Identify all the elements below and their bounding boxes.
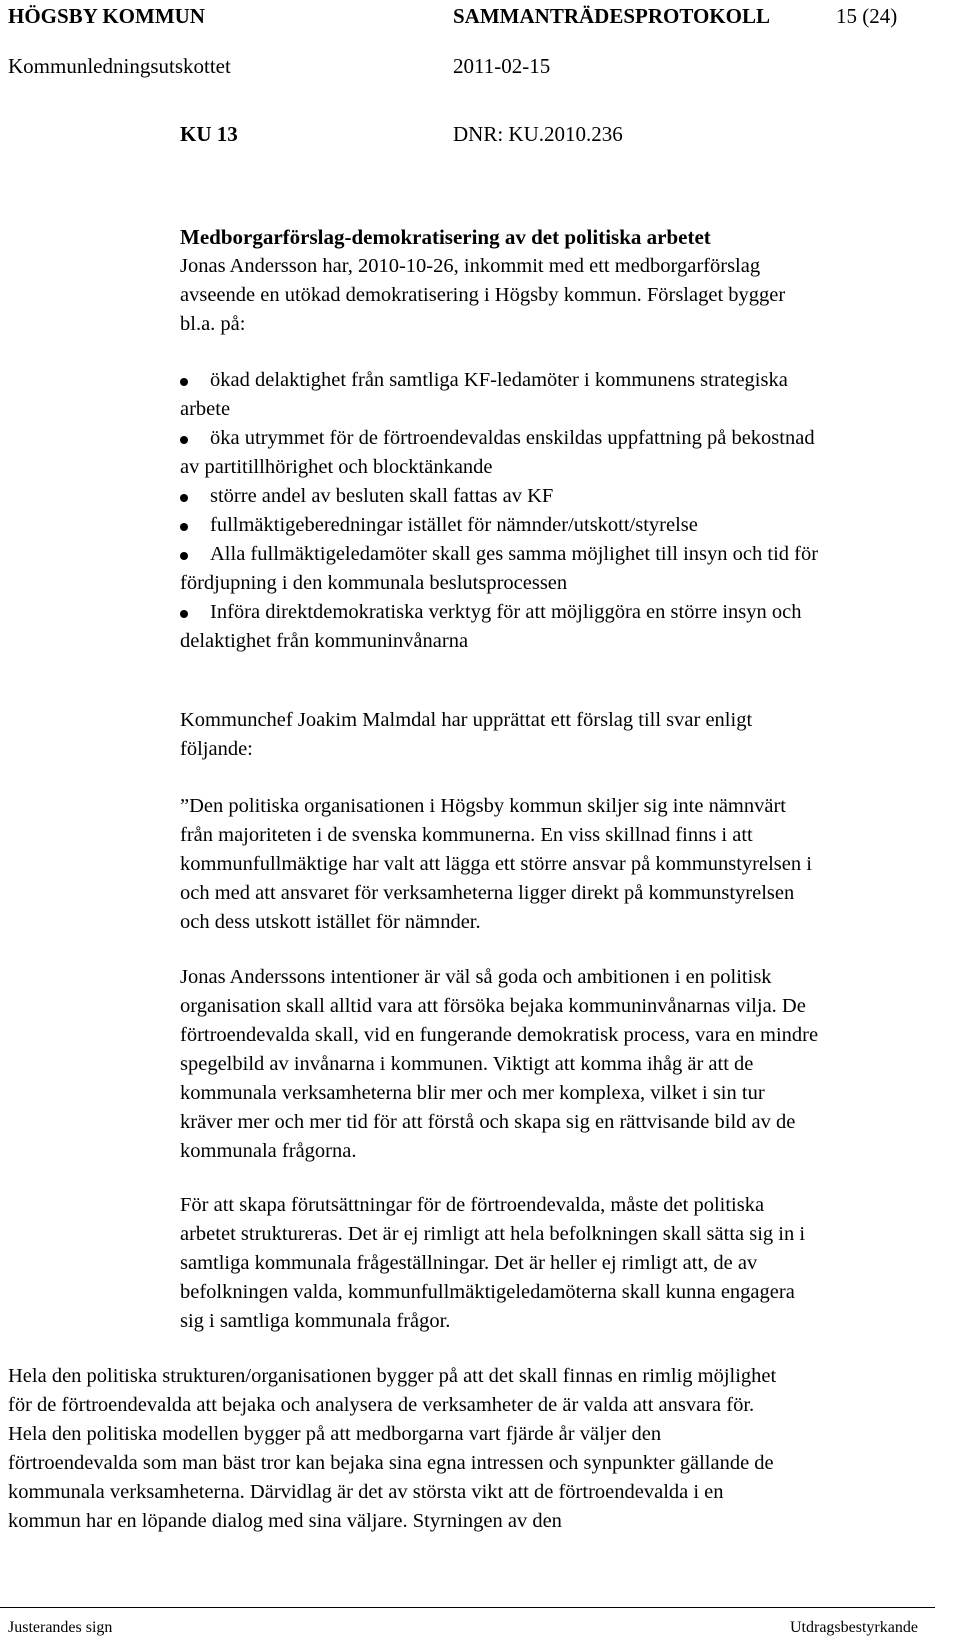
quoted-response: [180, 792, 940, 937]
text-line: befolkningen valda, kommunfullmäktigeledamöterna skall kunna engagera: [180, 1281, 795, 1303]
text-line: och dess utskott istället för nämnder.: [180, 911, 481, 933]
text-line: från majoriteten i de svenska kommunerna. En viss skillnad finns i att: [180, 824, 753, 846]
text-line: För att skapa förutsättningar för de förtroendevalda, måste det politiska: [180, 1194, 765, 1216]
text-line: större andel av besluten skall fattas av KF: [210, 485, 554, 507]
bullet-icon: [180, 494, 188, 502]
text-line: ökad delaktighet från samtliga KF-ledamöter i kommunens strategiska: [210, 369, 788, 391]
list-item: [180, 540, 940, 598]
text-line: Alla fullmäktigeledamöter skall ges samma möjlighet till insyn och tid för: [210, 543, 819, 565]
text-line: kommunfullmäktige har valt att lägga ett större ansvar på kommunstyrelsen i: [180, 853, 812, 875]
footer-divider: [0, 1607, 935, 1608]
meeting-date: 2011-02-15: [453, 54, 551, 78]
text-line: Jonas Andersson har, 2010-10-26, inkommit med ett medborgarförslag: [180, 255, 761, 277]
text-line: Införa direktdemokratiska verktyg för att möjliggöra en större insyn och: [210, 601, 802, 623]
text-line: av partitillhörighet och blocktänkande: [180, 456, 493, 478]
text-line: för de förtroendevalda att bejaka och analysera de verksamheter de är valda att ansvara för.: [8, 1394, 755, 1416]
text-line: organisation skall alltid vara att försöka bejaka kommuninvånarnas vilja. De: [180, 995, 806, 1017]
bullet-icon: [180, 523, 188, 531]
list-item: [180, 598, 940, 656]
text-line: delaktighet från kommuninvånarna: [180, 630, 469, 652]
text-line: fullmäktigeberedningar istället för nämnder/utskott/styrelse: [210, 514, 698, 536]
text-line: Kommunchef Joakim Malmdal har upprättat ett förslag till svar enligt: [180, 709, 753, 731]
list-item: [180, 511, 940, 540]
text-line: kommun har en löpande dialog med sina väljare. Styrningen av den: [8, 1510, 562, 1532]
text-line: spegelbild av invånarna i kommunen. Viktigt att komma ihåg är att de: [180, 1053, 754, 1075]
text-line: kommunala verksamheterna. Därvidlag är det av största vikt att de förtroendevalda i en: [8, 1481, 724, 1503]
text-line: ”Den politiska organisationen i Högsby kommun skiljer sig inte nämnvärt: [180, 795, 786, 817]
list-item: [180, 366, 940, 424]
list-item: [180, 424, 940, 482]
text-line: Hela den politiska strukturen/organisationen bygger på att det skall finnas en rimlig möjlighet: [8, 1365, 777, 1387]
paragraph-political-model: [8, 1362, 948, 1536]
proposal-bullet-list: [180, 366, 940, 656]
bullet-icon: [180, 436, 188, 444]
footer-signature-label: Justerandes sign: [8, 1619, 113, 1636]
footer-certification-label: Utdragsbestyrkande: [790, 1619, 918, 1636]
page-number: 15 (24): [836, 4, 898, 28]
text-line: förtroendevalda skall, vid en fungerande demokratisk process, vara en mindre: [180, 1024, 819, 1046]
text-line: Jonas Anderssons intentioner är väl så goda och ambitionen i en politisk: [180, 966, 772, 988]
text-line: kommunala verksamheterna blir mer och mer komplexa, vilket i sin tur: [180, 1082, 765, 1104]
text-line: öka utrymmet för de förtroendevaldas enskildas uppfattning på bekostnad: [210, 427, 815, 449]
text-line: följande:: [180, 738, 253, 760]
bullet-icon: [180, 552, 188, 560]
text-line: kommunala frågorna.: [180, 1140, 357, 1162]
text-line: fördjupning i den kommunala beslutsprocessen: [180, 572, 568, 594]
case-number: KU 13: [180, 122, 238, 146]
committee-name: Kommunledningsutskottet: [8, 54, 231, 78]
text-line: sig i samtliga kommunala frågor.: [180, 1310, 451, 1332]
section-title: Medborgarförslag-demokratisering av det politiska arbetet: [180, 225, 711, 249]
bullet-icon: [180, 610, 188, 618]
text-line: kräver mer och mer tid för att förstå och skapa sig en rättvisande bild av de: [180, 1111, 796, 1133]
text-line: avseende en utökad demokratisering i Högsby kommun. Förslaget bygger: [180, 284, 786, 306]
text-line: arbetet struktureras. Det är ej rimligt att hela befolkningen skall sätta sig in i: [180, 1223, 806, 1245]
text-line: förtroendevalda som man bäst tror kan bejaka sina egna intressen och synpunkter gällande de: [8, 1452, 774, 1474]
list-item: [180, 482, 940, 511]
text-line: Hela den politiska modellen bygger på att medborgarna vart fjärde år väljer den: [8, 1423, 662, 1445]
text-line: bl.a. på:: [180, 313, 246, 335]
paragraph-structure: [180, 1191, 940, 1336]
document-type: SAMMANTRÄDESPROTOKOLL: [453, 4, 770, 28]
municipality-name: HÖGSBY KOMMUN: [8, 4, 205, 28]
bullet-icon: [180, 378, 188, 386]
text-line: och med att ansvaret för verksamheterna ligger direkt på kommunstyrelsen: [180, 882, 795, 904]
text-line: samtliga kommunala frågeställningar. Det är heller ej rimligt att, de av: [180, 1252, 758, 1274]
case-dnr: DNR: KU.2010.236: [453, 122, 623, 146]
text-line: arbete: [180, 398, 231, 420]
paragraph-intentions: [180, 963, 940, 1166]
intro-paragraph: [180, 252, 940, 339]
chef-paragraph: [180, 706, 940, 764]
